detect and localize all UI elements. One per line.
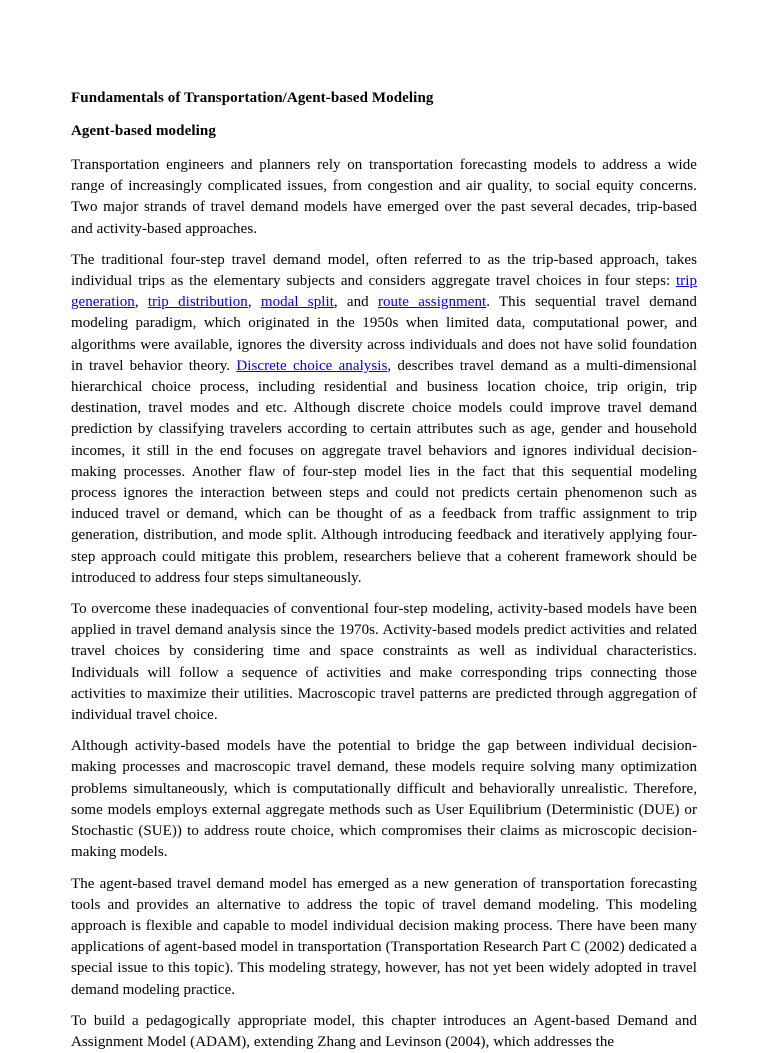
paragraph-text-segment: . This sequential travel demand modeling paradigm, which originated in the 1950s when limited data, computational power, and algorithms were available, ignores the diversity across individuals and does not have solid foundation in travel behavior theory.	[71, 294, 697, 374]
page-title: Fundamentals of Transportation/Agent-based Modeling	[71, 90, 434, 106]
paragraph-intro	[71, 155, 697, 240]
paragraph-text: To build a pedagogically appropriate model, this chapter introduces an Agent-based Demand and Assignment Model (ADAM), extending Zhang and Levinson (2004), which addresses the	[71, 1012, 697, 1050]
paragraph-activity-based-models	[71, 599, 697, 726]
paragraph-text-segment: ,	[134, 294, 148, 311]
paragraph-text: To overcome these inadequacies of conventional four-step modeling, activity-based models have been applied in travel demand analysis since the 1970s. Activity-based models predict activities and related travel choices by considering time and space constraints as well as individual characteristics. Individuals will follow a sequence of activities and make corresponding trips connecting those activities to maximize their utilities. Macroscopic travel patterns are predicted through aggregation of individual travel choice.	[71, 601, 697, 724]
paragraph-text: Although activity-based models have the potential to bridge the gap between individual decision-making processes and macroscopic travel demand, these models require solving many optimization problems simultaneously, which is computationally difficult and behaviorally unrealistic. Therefore, some models employs external aggregate methods such as User Equilibrium (Deterministic (DUE) or Stochastic (SUE)) to address route choice, which compromises their claims as microscopic decision-making models.	[71, 738, 697, 861]
paragraph-optimization-limits	[71, 736, 697, 863]
paragraph-text: Transportation engineers and planners rely on transportation forecasting models to address a wide range of increasingly complicated issues, from congestion and air quality, to social equity concerns. Two major strands of travel demand models have emerged over the past several decades, trip-based and activity-based approaches.	[71, 157, 697, 237]
paragraph-text-segment: ,	[247, 294, 261, 311]
paragraph-four-step-model	[71, 250, 697, 589]
link-modal-split[interactable]: modal split	[260, 294, 334, 311]
link-route-assignment[interactable]: route assignment	[377, 294, 487, 311]
paragraph-agent-based-model	[71, 874, 697, 1001]
document-body	[71, 88, 697, 1053]
paragraph-text-segment: , describes travel demand as a multi-dimensional hierarchical choice process, including residential and business location choice, trip origin, trip destination, travel modes and etc. Although discrete choice models could improve travel demand prediction by classifying travelers according to certain attributes such as age, gender and household incomes, it still in the end focuses on aggregate travel behaviors and ignores individual decision-making processes. Another flaw of four-step model lies in the fact that this sequential modeling process ignores the interaction between steps and could not predicts certain phenomenon such as induced travel or demand, which can be thought of as a feedback from traffic assignment to trip generation, distribution, and mode split. Although introducing feedback and iteratively applying four-step approach could mitigate this problem, researchers believe that a coherent framework should be introduced to address four steps simultaneously.	[71, 357, 697, 586]
paragraph-text-segment: The traditional four-step travel demand model, often referred to as the trip-based approach, takes individual trips as the elementary subjects and considers aggregate travel choices in four steps:	[71, 251, 697, 290]
paragraph-text-segment: , and	[333, 294, 378, 311]
paragraph-text: The agent-based travel demand model has emerged as a new generation of transportation forecasting tools and provides an alternative to address the topic of travel demand modeling. This modeling approach is flexible and capable to model individual decision making process. There have been many applications of agent-based model in transportation (Transportation Research Part C (2002) dedicated a special issue to this topic). This modeling strategy, however, has not yet been widely adopted in travel demand modeling practice.	[71, 875, 697, 998]
link-discrete-choice-analysis[interactable]: Discrete choice analysis	[236, 357, 388, 374]
paragraph-adam-intro	[71, 1011, 697, 1053]
link-trip-distribution[interactable]: trip distribution	[147, 294, 248, 311]
section-heading: Agent-based modeling	[71, 123, 216, 139]
link-trip-generation[interactable]: trip generation	[71, 273, 697, 311]
